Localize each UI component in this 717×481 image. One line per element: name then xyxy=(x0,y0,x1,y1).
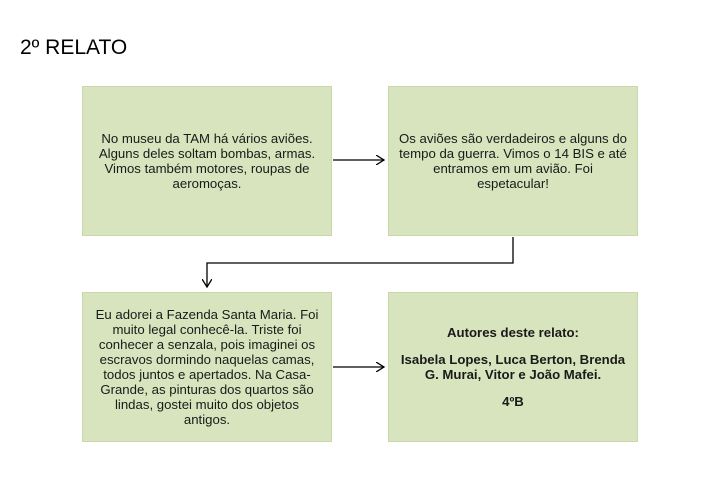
authors-heading: Autores deste relato: xyxy=(447,325,579,340)
box-planes-text: Os aviões são verdadeiros e alguns do tempo da guerra. Vimos o 14 BIS e até entramos em um avião. Foi espetacular! xyxy=(399,131,627,191)
authors-names: Isabela Lopes, Luca Berton, Brenda G. Murai, Vitor e João Mafei. xyxy=(400,352,626,382)
authors-class: 4ºB xyxy=(502,394,524,409)
box-museum-tam-text: No museu da TAM há vários aviões. Alguns deles soltam bombas, armas. Vimos também motores, roupas de aeromoças. xyxy=(98,131,316,191)
box-fazenda-text: Eu adorei a Fazenda Santa Maria. Foi muito legal conhecê-la. Triste foi conhecer a senzala, pois imaginei os escravos dormindo naquelas camas, todos juntos e apertados. Na Casa-Grande, as pinturas dos quartos são lindas, gostei muito dos objetos antigos. xyxy=(95,307,319,427)
page-title: 2º RELATO xyxy=(20,36,128,59)
arrow-box2-to-box3 xyxy=(207,237,513,287)
